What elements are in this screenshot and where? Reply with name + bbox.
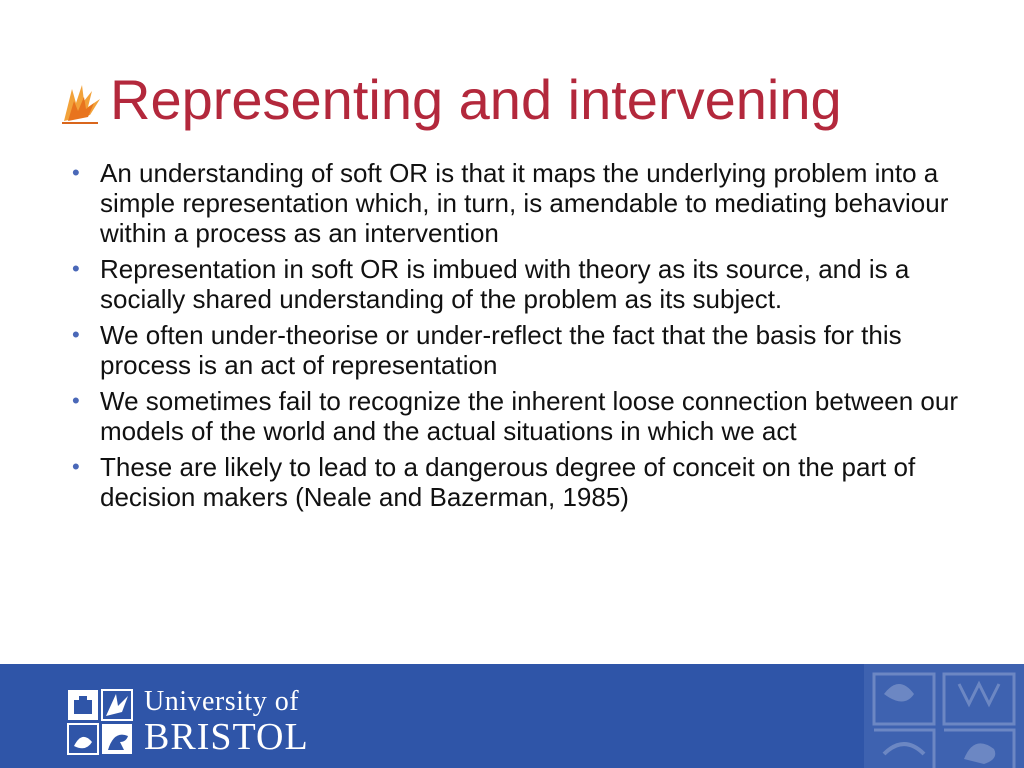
- wordmark: [144, 688, 309, 756]
- title-row: [58, 60, 1008, 140]
- bullet-text: These are likely to lead to a dangerous degree of conceit on the part of decision makers (Neale and Bazerman, 1985): [100, 452, 916, 512]
- bullet-text: We often under-theorise or under-reflect the fact that the basis for this process is an act of representation: [100, 320, 902, 380]
- university-logo: [66, 688, 309, 756]
- slide-title: Representing and intervening: [110, 68, 842, 131]
- logo-line-2: BRISTOL: [144, 716, 309, 758]
- bullet-marker: •: [72, 160, 80, 185]
- bullet-text: Representation in soft OR is imbued with theory as its source, and is a socially shared understanding of the problem as its subject.: [100, 254, 910, 314]
- bullet-item: [72, 254, 972, 314]
- bullet-text: We sometimes fail to recognize the inherent loose connection between our models of the world and the actual situations in which we act: [100, 386, 959, 446]
- bullet-list: [72, 158, 972, 518]
- bullet-item: [72, 452, 972, 512]
- bullet-item: [72, 158, 972, 248]
- flame-icon: [58, 81, 104, 127]
- bullet-text: An understanding of soft OR is that it maps the underlying problem into a simple representation which, in turn, is amendable to mediating behaviour within a process as an intervention: [100, 158, 949, 248]
- bullet-marker: •: [72, 388, 80, 413]
- bullet-marker: •: [72, 322, 80, 347]
- bullet-marker: •: [72, 256, 80, 281]
- crest-watermark-icon: [864, 664, 1024, 768]
- bullet-item: [72, 320, 972, 380]
- bullet-marker: •: [72, 454, 80, 479]
- logo-line-1: University of: [144, 686, 300, 717]
- bullet-item: [72, 386, 972, 446]
- university-crest-icon: [66, 688, 136, 756]
